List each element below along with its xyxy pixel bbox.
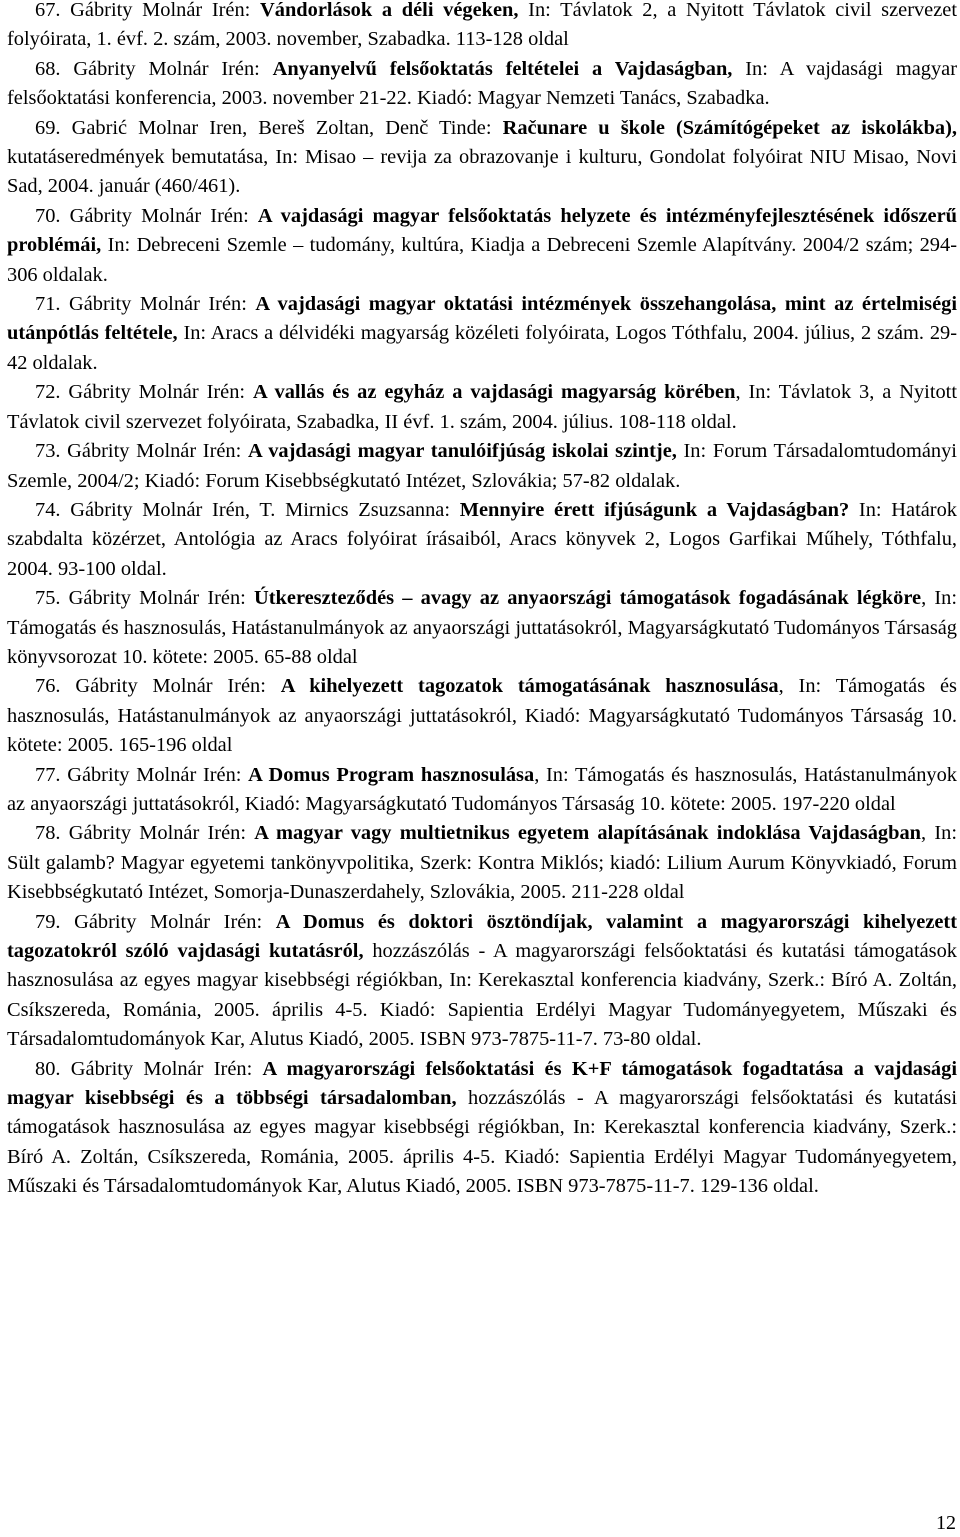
bibliography-entry xyxy=(7,202,957,290)
entry-number: 69. xyxy=(35,116,61,139)
bibliography-entry xyxy=(7,672,957,760)
entry-text: Gábrity Molnár Irén: xyxy=(60,675,281,698)
entry-text: Gábrity Molnár Irén: xyxy=(60,293,256,316)
entry-number: 75. xyxy=(35,587,61,610)
entry-text: Gábrity Molnár Irén: xyxy=(60,440,248,463)
entry-text: Gábrity Molnár Irén: xyxy=(60,910,276,933)
entry-text: In: A vajdasági magyar felsőoktatási konferencia, 2003. november 21-22. Kiadó: Magyar Nemzeti Tanács, Szabadka. xyxy=(7,57,957,110)
document-page xyxy=(7,0,957,1202)
entry-text: Gábrity Molnár Irén: xyxy=(60,822,255,845)
entry-text: Gábrity Molnár Irén: xyxy=(60,57,273,80)
entry-text: Gábrity Molnár Irén: xyxy=(60,204,258,227)
entry-title: A magyarországi felsőoktatási és K+F támogatások fogadtatása a vajdasági magyar kisebbségi és a többségi társadalomban, xyxy=(7,1057,957,1110)
entry-text: , In: Távlatok 3, a Nyitott Távlatok civil szervezet folyóirata, Szabadka, II évf. 1. szám, 2004. július. 108-118 oldal. xyxy=(7,381,958,433)
entry-title: A kihelyezett tagozatok támogatásának hasznosulása xyxy=(280,675,779,698)
entry-title: Mennyire érett ifjúságunk a Vajdaságban? xyxy=(459,498,850,521)
bibliography-list xyxy=(7,0,957,1202)
entry-text: Gábrity Molnár Irén: xyxy=(60,587,255,610)
entry-number: 73. xyxy=(35,440,61,463)
entry-text: , In: Támogatás és hasznosulás, Hatástanulmányok az anyaországi juttatásokról, Kiadó: Magyarságkutató Tudományos Társaság 10. kötete: 2005. 197-220 oldal xyxy=(7,763,957,815)
entry-title: Vándorlások a déli végeken, xyxy=(260,0,519,21)
entry-number: 77. xyxy=(35,763,61,786)
entry-number: 72. xyxy=(35,381,61,404)
bibliography-entry xyxy=(7,378,957,437)
entry-title: A Domus Program hasznosulása xyxy=(248,763,535,786)
entry-title: A magyar vagy multietnikus egyetem alapításának indoklása Vajdaságban xyxy=(254,822,922,845)
entry-text: hozzászólás - A magyarországi felsőoktatási és kutatási támogatások hasznosulása az egyes magyar kisebbségi régiókban, In: Kerekasztal konferencia kiadvány, Szerk.: Bíró A. Zoltán, Csíkszereda, Románia, 2005. április 4-5. Kiadó: Sapientia Erdélyi Magyar Tudományegyetem, Műszaki és Társadalomtudományok Kar, Alutus Kiadó, 2005. ISBN 973-7875-11-7. 129-136 oldal. xyxy=(7,1087,958,1198)
entry-text: Gabrić Molnar Iren, Bereš Zoltan, Denč Tinde: xyxy=(60,116,503,139)
entry-number: 70. xyxy=(35,204,61,227)
bibliography-entry xyxy=(7,908,957,1055)
entry-text: kutatáseredmények bemutatása, In: Misao – revija za obrazovanje i kulturu, Gondolat folyóirat NIU Misao, Novi Sad, 2004. január (460/461). xyxy=(7,146,957,198)
bibliography-entry xyxy=(7,0,957,55)
entry-text: In: Határok szabdalta közérzet, Antológia az Aracs folyóirat írásaiból, Aracs könyvek 2, Logos Garfikai Műhely, Tóthfalu, 2004. 93-100 oldal. xyxy=(7,498,957,580)
entry-text: Gábrity Molnár Irén, T. Mirnics Zsuzsanna: xyxy=(60,498,460,521)
entry-text: Gábrity Molnár Irén: xyxy=(60,0,261,21)
entry-text: In: Távlatok 2, a Nyitott Távlatok civil szervezet folyóirata, 1. évf. 2. szám, 2003. november, Szabadka. 113-128 oldal xyxy=(7,0,957,51)
page-number: 12 xyxy=(936,1512,956,1534)
entry-text: In: Forum Társadalomtudományi Szemle, 2004/2; Kiadó: Forum Kisebbségkutató Intézet, Szlovákia; 57-82 oldalak. xyxy=(7,440,957,492)
entry-text: Gábrity Molnár Irén: xyxy=(60,381,253,404)
entry-number: 67. xyxy=(35,0,61,21)
entry-text: , In: Támogatás és hasznosulás, Hatástanulmányok az anyaországi juttatásokról, Magyarságkutató Tudományos Társaság könyvsorozat 10. kötete: 2005. 65-88 oldal xyxy=(7,587,957,668)
entry-text: In: Debreceni Szemle – tudomány, kultúra, Kiadja a Debreceni Szemle Alapítvány. 2004/2 szám; 294-306 oldalak. xyxy=(7,234,957,286)
entry-title: A vajdasági magyar tanulóifjúság iskolai szintje, xyxy=(247,440,677,463)
entry-number: 71. xyxy=(35,293,61,316)
entry-title: Útkereszteződés – avagy az anyaországi támogatások fogadásának légköre xyxy=(254,587,922,610)
bibliography-entry xyxy=(7,761,957,820)
entry-title: A vajdasági magyar oktatási intézmények összehangolása, mint az értelmiségi utánpótlás feltétele, xyxy=(7,293,958,345)
bibliography-entry xyxy=(7,55,957,114)
entry-number: 74. xyxy=(35,498,61,521)
entry-title: Anyanyelvű felsőoktatás feltételei a Vajdaságban, xyxy=(272,57,733,80)
entry-number: 79. xyxy=(35,910,61,933)
bibliography-entry xyxy=(7,437,957,496)
bibliography-entry xyxy=(7,1055,957,1202)
entry-title: A vallás és az egyház a vajdasági magyarság körében xyxy=(252,381,736,404)
bibliography-entry xyxy=(7,584,957,672)
entry-title: A Domus és doktori ösztöndíjak, valamint a magyarországi kihelyezett tagozatokról szóló vajdasági kutatásról, xyxy=(7,910,957,962)
entry-number: 78. xyxy=(35,822,61,845)
bibliography-entry xyxy=(7,496,957,584)
entry-text: , In: Sült galamb? Magyar egyetemi tankönyvpolitika, Szerk: Kontra Miklós; kiadó: Lilium Aurum Könyvkiadó, Forum Kisebbségkutató Intézet, Somorja-Dunaszerdahely, Szlovákia, 2005. 211-228 oldal xyxy=(7,822,957,904)
entry-number: 76. xyxy=(35,675,61,698)
entry-text: Gábrity Molnár Irén: xyxy=(60,763,249,786)
entry-title: Računare u škole (Számítógépeket az iskolákba), xyxy=(502,116,957,139)
entry-title: A vajdasági magyar felsőoktatás helyzete és intézményfejlesztésének időszerű problémái, xyxy=(7,204,957,257)
entry-text: hozzászólás - A magyarországi felsőoktatási és kutatási támogatások hasznosulása az egyes magyar kisebbségi régiókban, In: Kerekasztal konferencia kiadvány, Szerk.: Bíró A. Zoltán, Csíkszereda, Románia, 2005. április 4-5. Kiadó: Sapientia Erdélyi Magyar Tudományegyetem, Műszaki és Társadalomtudományok Kar, Alutus Kiadó, 2005. ISBN 973-7875-11-7. 73-80 oldal. xyxy=(7,940,958,1051)
entry-text: , In: Támogatás és hasznosulás, Hatástanulmányok az anyaországi juttatásokról, Kiadó: Magyarságkutató Tudományos Társaság 10. kötete: 2005. 165-196 oldal xyxy=(7,675,957,757)
entry-number: 80. xyxy=(35,1057,61,1080)
entry-text: Gábrity Molnár Irén: xyxy=(60,1057,263,1080)
bibliography-entry xyxy=(7,819,957,907)
bibliography-entry xyxy=(7,114,957,202)
entry-text: In: Aracs a délvidéki magyarság közéleti folyóirata, Logos Tóthfalu, 2004. július, 2 szám. 29-42 oldalak. xyxy=(7,322,957,374)
bibliography-entry xyxy=(7,290,957,378)
entry-number: 68. xyxy=(35,57,61,80)
